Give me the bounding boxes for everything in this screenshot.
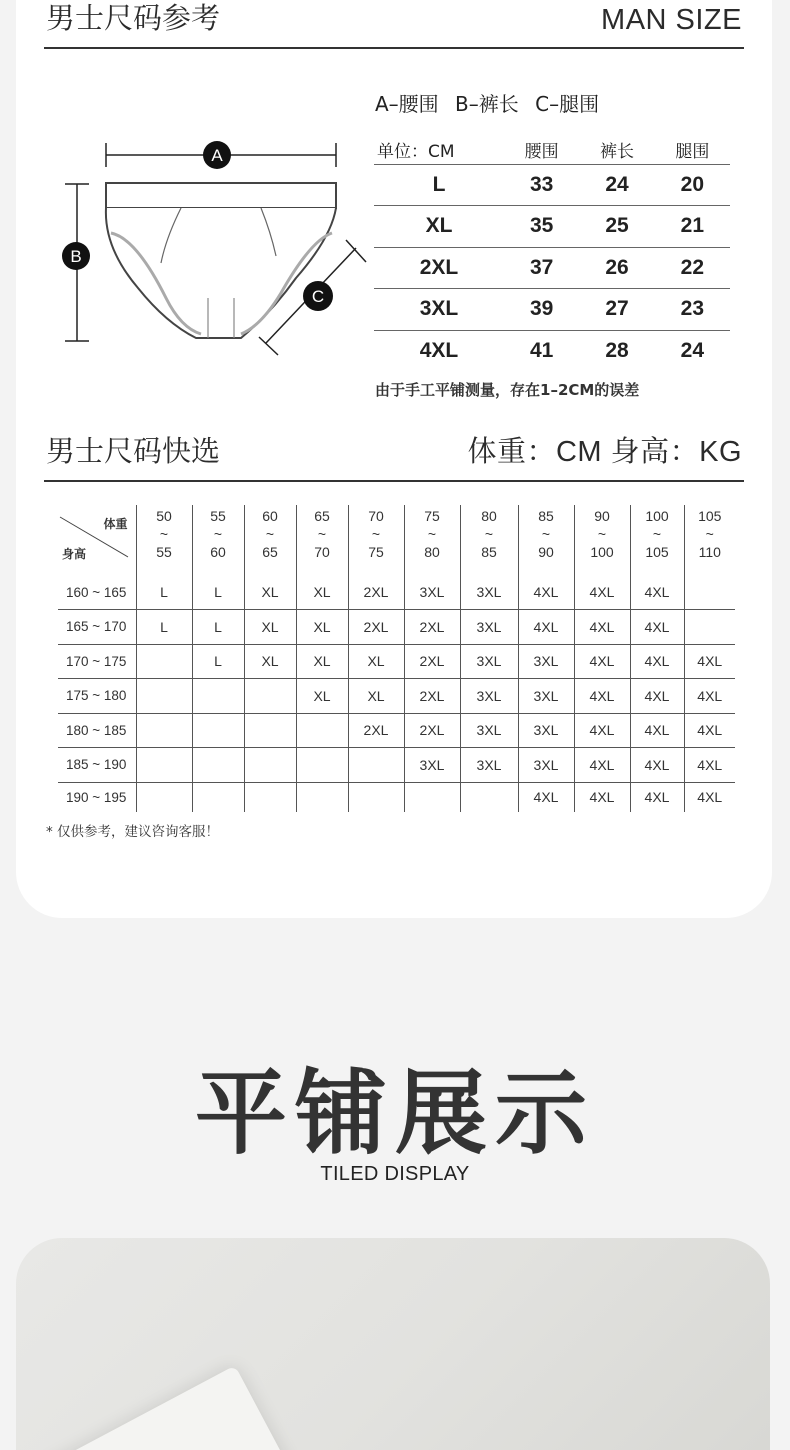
weight-tilde: ~	[597, 526, 607, 542]
size-pick-cell: 2XL	[404, 644, 460, 679]
height-row	[58, 644, 735, 679]
size-pick-cell	[136, 644, 192, 679]
quick-pick-header	[44, 432, 744, 482]
size-pick-cell: 4XL	[630, 782, 684, 812]
weight-to: 55	[156, 544, 172, 560]
length-cell: 26	[579, 247, 654, 289]
weight-col-header	[244, 505, 296, 575]
weight-col-header	[348, 505, 404, 575]
size-pick-cell: XL	[296, 679, 348, 714]
size-cell: L	[374, 164, 504, 206]
size-pick-cell	[244, 782, 296, 812]
length-cell: 28	[605, 339, 629, 362]
length-cell: 25	[579, 206, 654, 248]
unit-header: 单位：CM	[374, 136, 504, 164]
weight-to: 80	[424, 544, 440, 560]
size-pick-cell: 4XL	[518, 575, 574, 610]
size-pick-cell: L	[136, 610, 192, 645]
size-row	[374, 164, 730, 206]
unit-title: 体重：CM 身高：KG	[467, 436, 742, 468]
size-pick-cell	[348, 782, 404, 812]
size-pick-cell: 3XL	[518, 713, 574, 748]
size-pick-cell: 2XL	[348, 610, 404, 645]
height-row	[58, 575, 735, 610]
weight-tilde: ~	[371, 526, 381, 542]
size-pick-cell: L	[192, 575, 244, 610]
weight-to: 60	[210, 544, 226, 560]
weight-from: 105	[698, 508, 722, 524]
weight-tilde: ~	[213, 526, 223, 542]
size-pick-cell: 3XL	[404, 748, 460, 783]
grid-note: * 仅供参考，建议咨询客服！	[46, 824, 220, 840]
size-cell: 4XL	[419, 339, 459, 362]
weight-from: 75	[424, 508, 440, 524]
leg-cell: 22	[655, 247, 730, 289]
weight-from: 80	[481, 508, 497, 524]
size-pick-cell	[192, 748, 244, 783]
size-pick-cell: 4XL	[574, 644, 630, 679]
size-pick-cell: 4XL	[684, 748, 735, 783]
corner-height-label: 身高	[62, 547, 87, 561]
weight-to: 100	[590, 544, 614, 560]
size-pick-cell: 4XL	[630, 713, 684, 748]
size-pick-cell: 3XL	[404, 575, 460, 610]
height-label: 165 ~ 170	[58, 610, 136, 645]
size-pick-cell: XL	[244, 575, 296, 610]
weight-header-row	[58, 505, 735, 575]
size-pick-cell: XL	[348, 679, 404, 714]
size-pick-cell: 4XL	[574, 713, 630, 748]
size-table-header	[374, 136, 730, 164]
grid-corner	[58, 505, 136, 575]
size-pick-cell	[404, 782, 460, 812]
size-pick-cell	[296, 748, 348, 783]
corner-weight-label: 体重	[103, 517, 128, 531]
size-pick-cell	[192, 782, 244, 812]
leg-header: 腿围	[655, 136, 730, 164]
weight-to: 110	[698, 544, 721, 560]
size-pick-cell: XL	[296, 575, 348, 610]
size-pick-cell: 4XL	[630, 748, 684, 783]
waist-cell: 37	[504, 247, 579, 289]
size-pick-cell: 4XL	[630, 610, 684, 645]
weight-col-header	[404, 505, 460, 575]
size-pick-cell: 3XL	[460, 748, 518, 783]
waist-cell: 39	[504, 289, 579, 331]
weight-from: 55	[210, 508, 226, 524]
size-pick-cell: 3XL	[460, 610, 518, 645]
size-pick-cell: 3XL	[518, 748, 574, 783]
size-pick-cell: 4XL	[518, 782, 574, 812]
leg-cell: 21	[655, 206, 730, 248]
size-pick-cell	[136, 713, 192, 748]
waist-cell: 41	[529, 339, 554, 362]
weight-from: 65	[314, 508, 330, 524]
size-pick-cell	[136, 782, 192, 812]
briefs-diagram	[56, 138, 371, 360]
size-pick-cell: 2XL	[404, 610, 460, 645]
weight-from: 90	[594, 508, 610, 524]
weight-to: 65	[262, 544, 278, 560]
size-pick-cell: XL	[244, 610, 296, 645]
leg-cell: 23	[655, 289, 730, 331]
weight-col-header	[574, 505, 630, 575]
length-cell: 27	[579, 289, 654, 331]
height-row	[58, 748, 735, 783]
weight-tilde: ~	[652, 526, 662, 542]
size-pick-cell	[192, 679, 244, 714]
weight-tilde: ~	[484, 526, 494, 542]
waist-header: 腰围	[504, 136, 579, 164]
size-table	[374, 136, 730, 372]
size-cell: XL	[374, 206, 504, 248]
weight-col-header	[518, 505, 574, 575]
size-row	[374, 289, 730, 331]
weight-tilde: ~	[317, 526, 327, 542]
size-pick-cell	[244, 679, 296, 714]
size-pick-cell: 3XL	[460, 575, 518, 610]
size-pick-cell: XL	[244, 644, 296, 679]
size-reference-header	[44, 0, 744, 49]
weight-tilde: ~	[541, 526, 551, 542]
tiled-display-title: 平铺展示	[194, 1060, 595, 1167]
size-cell: 2XL	[374, 247, 504, 289]
weight-to: 85	[481, 544, 497, 560]
weight-to: 90	[538, 544, 554, 560]
size-pick-cell: L	[136, 575, 192, 610]
height-row	[58, 713, 735, 748]
height-label: 170 ~ 175	[58, 644, 136, 679]
size-pick-cell: 4XL	[574, 610, 630, 645]
size-pick-cell: 3XL	[518, 644, 574, 679]
height-row	[58, 610, 735, 645]
size-pick-cell: 4XL	[684, 679, 735, 714]
marker-c: C	[311, 287, 325, 306]
weight-from: 70	[368, 508, 384, 524]
weight-from: 60	[262, 508, 278, 524]
size-pick-cell: 4XL	[574, 679, 630, 714]
size-pick-cell: 4XL	[630, 679, 684, 714]
marker-a: A	[211, 146, 223, 165]
product-photo	[16, 1238, 770, 1450]
height-label: 175 ~ 180	[58, 679, 136, 714]
size-pick-cell: 4XL	[574, 748, 630, 783]
weight-tilde: ~	[427, 526, 437, 542]
size-pick-cell: 2XL	[348, 713, 404, 748]
tiled-display-subtitle: TILED DISPLAY	[320, 1163, 470, 1185]
height-label: 160 ~ 165	[58, 575, 136, 610]
weight-to: 70	[314, 544, 330, 560]
size-pick-cell	[136, 679, 192, 714]
weight-col-header	[630, 505, 684, 575]
measurement-note: 由于手工平铺测量，存在1–2CM的误差	[375, 381, 640, 399]
weight-tilde: ~	[159, 526, 169, 542]
size-pick-cell	[192, 713, 244, 748]
size-pick-cell	[244, 748, 296, 783]
height-row	[58, 782, 735, 812]
size-pick-cell: XL	[348, 644, 404, 679]
fabric-piece	[41, 1365, 292, 1450]
size-pick-cell: XL	[296, 610, 348, 645]
weight-col-header	[684, 505, 735, 575]
size-pick-cell	[296, 713, 348, 748]
weight-to: 75	[368, 544, 384, 560]
size-pick-cell	[296, 782, 348, 812]
size-pick-cell: 4XL	[630, 575, 684, 610]
size-pick-cell: 3XL	[460, 679, 518, 714]
size-reference-title: 男士尺码参考	[46, 1, 221, 35]
height-label: 180 ~ 185	[58, 713, 136, 748]
waist-cell: 35	[504, 206, 579, 248]
size-pick-cell	[460, 782, 518, 812]
size-pick-cell: 4XL	[574, 782, 630, 812]
size-pick-cell: 4XL	[630, 644, 684, 679]
size-pick-cell	[244, 713, 296, 748]
size-pick-cell: 3XL	[518, 679, 574, 714]
weight-tilde: ~	[265, 526, 275, 542]
length-cell: 24	[579, 164, 654, 206]
quick-pick-grid	[58, 505, 735, 812]
size-cell: 3XL	[374, 289, 504, 331]
weight-col-header	[192, 505, 244, 575]
size-pick-cell: 3XL	[460, 713, 518, 748]
waist-cell: 33	[504, 164, 579, 206]
size-pick-cell: 4XL	[574, 575, 630, 610]
size-pick-cell: 4XL	[518, 610, 574, 645]
height-label: 185 ~ 190	[58, 748, 136, 783]
weight-from: 50	[156, 508, 172, 524]
size-pick-cell: L	[192, 610, 244, 645]
size-row	[374, 247, 730, 289]
size-pick-cell: 4XL	[697, 789, 723, 806]
weight-col-header	[136, 505, 192, 575]
size-pick-cell: L	[192, 644, 244, 679]
weight-to: 105	[645, 544, 669, 560]
size-pick-cell	[348, 748, 404, 783]
height-label: 190 ~ 195	[58, 782, 136, 812]
size-pick-cell: 2XL	[404, 679, 460, 714]
size-row	[374, 206, 730, 248]
measurement-legend: A–腰围 B–裤长 C–腿围	[375, 92, 600, 116]
height-row	[58, 679, 735, 714]
leg-cell: 20	[655, 164, 730, 206]
weight-col-header	[296, 505, 348, 575]
leg-cell: 24	[680, 339, 704, 362]
quick-pick-title: 男士尺码快选	[46, 434, 221, 468]
size-row	[374, 330, 730, 372]
man-size-title: MAN SIZE	[601, 4, 742, 36]
weight-from: 85	[538, 508, 554, 524]
size-pick-cell: 3XL	[460, 644, 518, 679]
size-pick-cell	[136, 748, 192, 783]
weight-col-header	[460, 505, 518, 575]
length-header: 裤长	[579, 136, 654, 164]
size-pick-cell: 2XL	[404, 713, 460, 748]
weight-tilde: ~	[705, 526, 714, 542]
marker-b: B	[70, 247, 82, 266]
weight-from: 100	[645, 508, 669, 524]
size-pick-cell: 4XL	[684, 713, 735, 748]
size-pick-cell	[684, 610, 735, 645]
size-pick-cell: 2XL	[348, 575, 404, 610]
size-pick-cell: XL	[296, 644, 348, 679]
size-pick-cell: 4XL	[684, 644, 735, 679]
size-pick-cell	[684, 575, 735, 610]
